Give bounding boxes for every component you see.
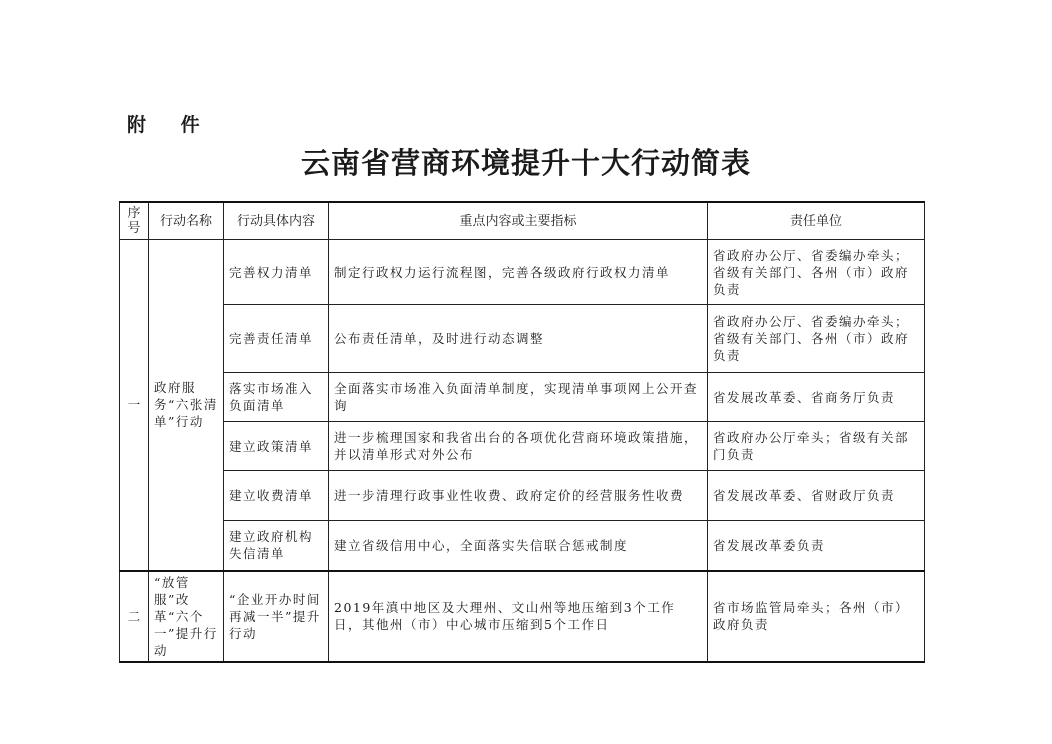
row-responsible-unit: 省发展改革委、省财政厅负责 bbox=[708, 471, 925, 521]
row-content: 完善责任清单 bbox=[224, 305, 329, 373]
table-row bbox=[120, 305, 925, 373]
attachment-label: 附 件 bbox=[127, 114, 214, 136]
row-content: 建立收费清单 bbox=[224, 471, 329, 521]
row-responsible-unit: 省发展改革委负责 bbox=[708, 521, 925, 571]
row-responsible-unit: 省政府办公厅牵头；省级有关部门负责 bbox=[708, 422, 925, 471]
row-content: 落实市场准入负面清单 bbox=[224, 373, 329, 422]
row-content: 建立政府机构失信清单 bbox=[224, 521, 329, 571]
header-action-name: 行动名称 bbox=[149, 202, 224, 240]
row-key-indicator: 全面落实市场准入负面清单制度，实现清单事项网上公开查询 bbox=[329, 373, 708, 422]
row-key-indicator: 进一步清理行政事业性收费、政府定价的经营服务性收费 bbox=[329, 471, 708, 521]
group-action-name: “放管服”改革“六个一”提升行动 bbox=[149, 571, 224, 662]
group-seq: 一 bbox=[120, 240, 149, 571]
action-table bbox=[119, 201, 925, 663]
header-key-indicator: 重点内容或主要指标 bbox=[329, 202, 708, 240]
row-responsible-unit: 省政府办公厅、省委编办牵头；省级有关部门、各州（市）政府负责 bbox=[708, 240, 925, 305]
row-key-indicator: 进一步梳理国家和我省出台的各项优化营商环境政策措施，并以清单形式对外公布 bbox=[329, 422, 708, 471]
row-content: “企业开办时间再减一半”提升行动 bbox=[224, 571, 329, 662]
table-row bbox=[120, 471, 925, 521]
row-key-indicator: 公布责任清单，及时进行动态调整 bbox=[329, 305, 708, 373]
table-row bbox=[120, 521, 925, 571]
table-row bbox=[120, 422, 925, 471]
row-key-indicator: 2019年滇中地区及大理州、文山州等地压缩到3个工作日，其他州（市）中心城市压缩到5个工作日 bbox=[329, 571, 708, 662]
header-seq: 序号 bbox=[120, 202, 149, 240]
table-row bbox=[120, 373, 925, 422]
page-title: 云南省营商环境提升十大行动简表 bbox=[300, 146, 751, 180]
row-content: 完善权力清单 bbox=[224, 240, 329, 305]
row-key-indicator: 建立省级信用中心，全面落实失信联合惩戒制度 bbox=[329, 521, 708, 571]
table-header-row bbox=[120, 202, 925, 240]
group-action-name: 政府服务“六张清单”行动 bbox=[149, 240, 224, 571]
row-responsible-unit: 省政府办公厅、省委编办牵头；省级有关部门、各州（市）政府负责 bbox=[708, 305, 925, 373]
table-row bbox=[120, 240, 925, 305]
row-key-indicator: 制定行政权力运行流程图，完善各级政府行政权力清单 bbox=[329, 240, 708, 305]
header-content: 行动具体内容 bbox=[224, 202, 329, 240]
row-responsible-unit: 省发展改革委、省商务厅负责 bbox=[708, 373, 925, 422]
table-row bbox=[120, 571, 925, 662]
row-content: 建立政策清单 bbox=[224, 422, 329, 471]
row-responsible-unit: 省市场监管局牵头；各州（市）政府负责 bbox=[708, 571, 925, 662]
header-responsible-unit: 责任单位 bbox=[708, 202, 925, 240]
group-seq: 二 bbox=[120, 571, 149, 662]
